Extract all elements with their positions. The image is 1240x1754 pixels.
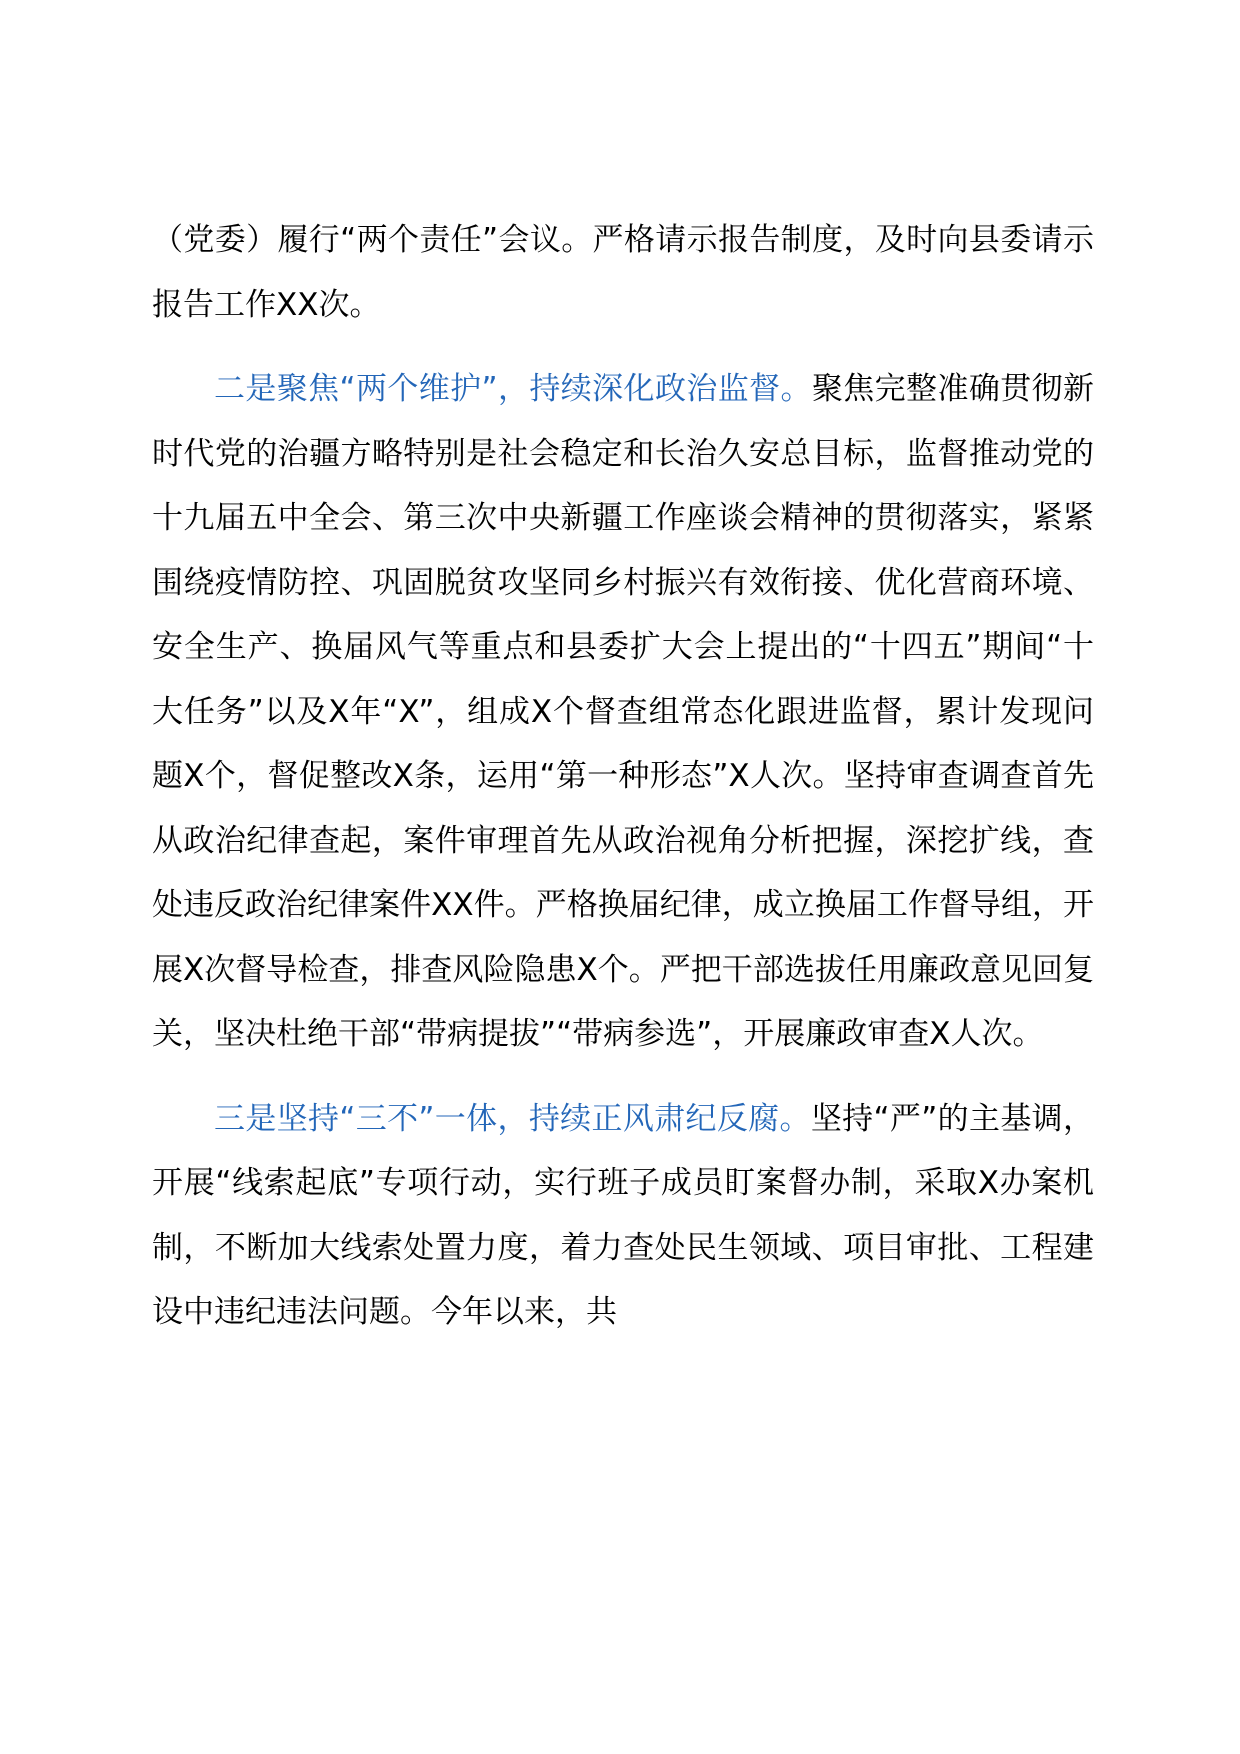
- paragraph-heading: 三是坚持“三不”一体，持续正风肃纪反腐。: [214, 1100, 811, 1137]
- document-page: [152, 208, 1094, 1345]
- paragraph-body: 坚持“严”的主基调，开展“线索起底”专项行动，实行班子成员盯案督办制，采取X办案机制，不断加大线索处置力度，着力查处民生领域、项目审批、工程建设中违纪违法问题。今年以来，共: [152, 1100, 1094, 1330]
- paragraph-continuation: [152, 208, 1094, 337]
- paragraph-political-supervision: [152, 357, 1094, 1067]
- paragraph-heading: 二是聚焦“两个维护”，持续深化政治监督。: [214, 371, 812, 407]
- paragraph-body: 聚焦完整准确贯彻新时代党的治疆方略特别是社会稳定和长治久安总目标，监督推动党的十九届五中全会、第三次中央新疆工作座谈会精神的贯彻落实，紧紧围绕疫情防控、巩固脱贫攻坚同乡村振兴有效衔接、优化营商环境、安全生产、换届风气等重点和县委扩大会上提出的“十四五”期间“十大任务”以及X年“X”，组成X个督查组常态化跟进监督，累计发现问题X个，督促整改X条，运用“第一种形态”X人次。坚持审查调查首先从政治纪律查起，案件审理首先从政治视角分析把握，深挖扩线，查处违反政治纪律案件XX件。严格换届纪律，成立换届工作督导组，开展X次督导检查，排查风险隐患X个。严把干部选拔任用廉政意见回复关，坚决杜绝干部“带病提拔”“带病参选”，开展廉政审查X人次。: [152, 371, 1094, 1052]
- paragraph-body: （党委）履行“两个责任”会议。严格请示报告制度，及时向县委请示报告工作XX次。: [152, 222, 1094, 323]
- paragraph-anti-corruption: [152, 1087, 1094, 1345]
